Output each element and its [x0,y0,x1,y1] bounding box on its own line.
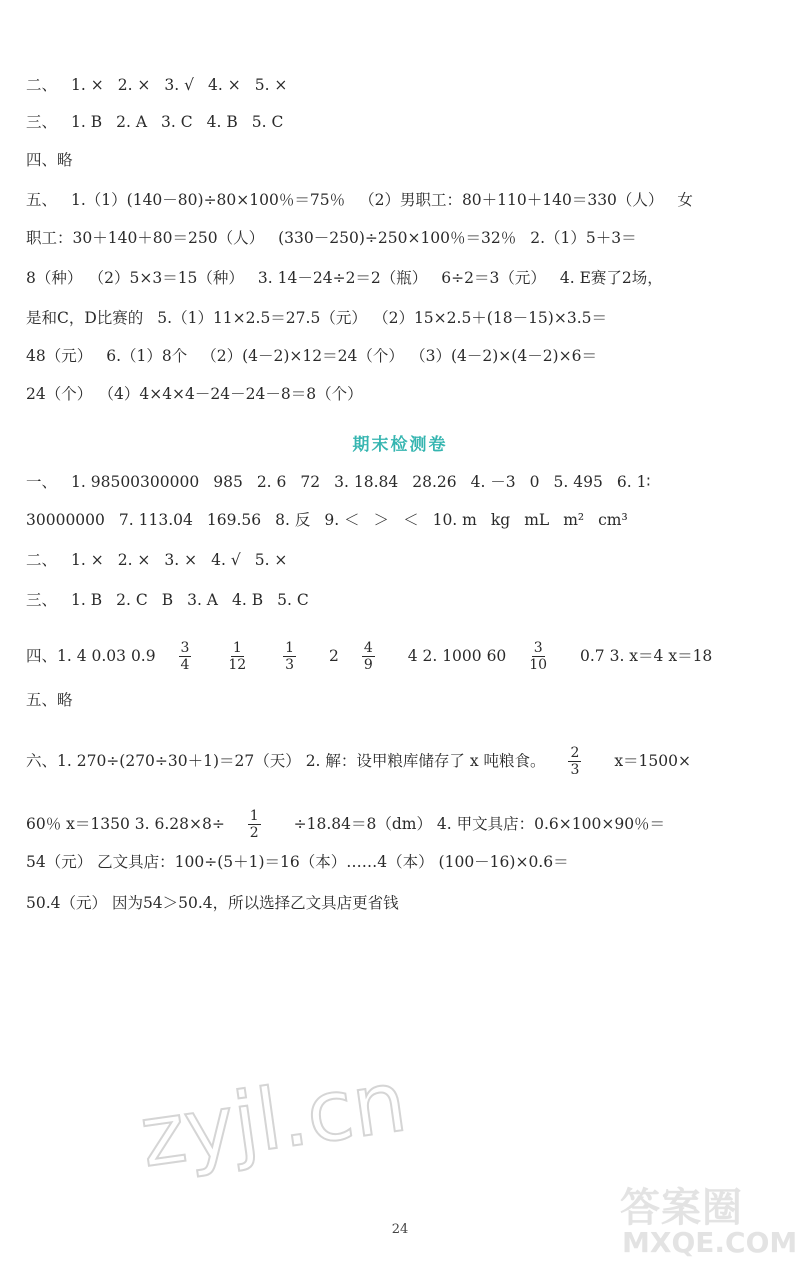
fraction-2: $\frac{1}{12}$ [228,640,247,673]
answer-item: 72 [300,473,321,491]
answer-item: 4. × [208,76,241,94]
lines-row-6 [26,308,780,328]
answer-item: 1. B [71,591,103,609]
answer-item: 职工：30＋140＋80＝250（人） [26,229,265,247]
line-six-d: 50.4（元） 因为54＞50.4，所以选择乙文具店更省钱 [26,894,399,912]
answer-item: 3. √ [164,76,195,94]
fraction-half: $\frac{1}{2}$ [249,808,259,841]
page-number: 24 [391,1222,409,1237]
answer-item: （3）(4－2)×(4－2)×6＝ [417,347,597,365]
answer-item: （2）5×3＝15（种） [96,269,244,287]
answer-item: m² [563,511,585,529]
line-four-prefix: 四、1. 4 0.03 0.9 [26,646,156,665]
answer-item: 5. × [254,76,288,94]
answer-item: 2. × [117,551,151,569]
answer-item: （2）(4－2)×12＝24（个） [201,347,404,365]
answer-item: 169.56 [206,511,262,529]
line-six-c: 54（元） 乙文具店：100÷(5＋1)＝16（本）……4（本） (100－16)×0.6＝ [26,853,569,871]
answer-item: cm³ [598,511,628,529]
answer-item: mL [524,511,550,529]
answer-item: kg [490,511,511,529]
lines-row-2 [26,150,780,170]
lines2-row-1 [26,510,780,530]
answer-item: 三、 [26,591,58,609]
answer-item: 6. 1∶ [616,473,651,491]
answer-item: 0 [529,473,540,491]
answer-item: 8（种） [26,269,83,287]
answer-item: 5. 495 [553,473,603,491]
answer-item: 2.（1）5＋3＝ [530,229,637,247]
answer-item: 30000000 [26,511,105,529]
answer-item: 二、 [26,76,58,94]
answer-item: ＜ [403,511,419,529]
fraction-1: $\frac{3}{4}$ [180,640,190,673]
answer-item: 7. 113.04 [118,511,193,529]
answer-item: 28.26 [412,473,457,491]
answer-item: 1. × [71,76,104,94]
answer-item: 二、 [26,551,58,569]
answer-item: 是和C，D比赛的 [26,309,144,327]
answer-item: （2）15×2.5＋(18－15)×3.5＝ [380,309,607,327]
fraction-six: $\frac{2}{3}$ [570,745,580,778]
answer-item: 5. × [254,551,288,569]
answer-item: （4）4×4×4－24－24－8＝8（个） [106,385,363,403]
answer-item: 三、 [26,113,58,131]
answer-item: 3. 18.84 [334,473,399,491]
lines-row-1 [26,112,780,132]
answer-item: （2）男职工：80＋110＋140＝330（人） [359,191,664,209]
answer-item: 4. √ [211,551,241,569]
answer-item: 3. C [161,113,193,131]
answer-item: 四、略 [26,151,73,169]
line-four: 四、1. 4 0.03 0.9 $\frac{3}{4}$ $\frac{1}{12}$ $\frac{1}{3}$ 2 $\frac{4}{9}$ 4 2. 1000 60 $\frac{3}{10}$ 0.7 3. x＝4 x＝18 [26,640,713,673]
answer-item: 1. 98500300000 [71,473,200,491]
answer-item: 6.（1）8个 [106,347,188,365]
answer-item: 5. C [277,591,309,609]
answer-item: B [161,591,174,609]
fraction-3: $\frac{1}{3}$ [285,640,295,673]
watermark-logo: zyjl.cn [134,1051,413,1187]
answer-item: 4. －3 [470,473,516,491]
answer-item: 2. 6 [256,473,287,491]
watermark-logo-2: 答案圈 [620,1185,743,1231]
answer-item: 3. A [187,591,219,609]
answer-item: 4. B [232,591,264,609]
answer-item: 1. B [71,113,103,131]
watermark-logo-3: MXQE.COM [622,1226,798,1259]
line-six-b: 60％ x＝1350 3. 6.28×8÷ $\frac{1}{2}$ ÷18.84＝8（dm） 4. 甲文具店：0.6×100×90％＝ [26,808,666,841]
answer-item: 4. B [206,113,238,131]
answer-item: 3. × [164,551,198,569]
answer-item: 48（元） [26,347,93,365]
answer-item: 9. ＜ [324,511,360,529]
answer-item: 1. × [71,551,104,569]
lines2-row-3 [26,590,780,610]
lines-row-3 [26,190,780,210]
answer-item: 3. 14－24÷2＝2（瓶） [257,269,428,287]
answer-item: 10. m [432,511,477,529]
answer-item: 5. C [251,113,284,131]
answer-item: 8. 反 [275,511,311,529]
lines-row-0 [26,75,780,95]
answer-item: 2. A [116,113,148,131]
answer-item: 2. × [117,76,151,94]
fraction-5: $\frac{3}{10}$ [529,640,548,673]
section-title: 期末检测卷 [352,435,448,455]
lines-row-8 [26,384,780,404]
answer-item: 6÷2＝3（元） [441,269,546,287]
answer-item: ＞ [373,511,390,529]
fraction-4: $\frac{4}{9}$ [363,640,373,673]
answer-item: 5.（1）11×2.5＝27.5（元） [157,309,367,327]
answer-item: 1.（1）(140－80)÷80×100％＝75％ [71,191,346,209]
lines-row-5 [26,268,780,288]
lines-row-7 [26,346,780,366]
answer-item: 24（个） [26,385,93,403]
line-six-a: 六、1. 270÷(270÷30＋1)＝27（天） 2. 解：设甲粮库储存了 x 吨粮食。 $\frac{2}{3}$ x＝1500× [26,745,691,778]
line-five: 五、略 [26,691,73,709]
lines2-row-0 [26,472,780,492]
answer-item: 一、 [26,473,58,491]
answer-item: 2. C [116,591,148,609]
lines-row-4 [26,228,780,248]
lines2-row-2 [26,550,780,570]
answer-item: (330－250)÷250×100％＝32％ [278,229,517,247]
answer-item: 女 [677,191,693,209]
answer-item: 五、 [26,191,58,209]
answer-item: 4. E赛了2场， [559,269,663,287]
answer-item: 985 [213,473,243,491]
